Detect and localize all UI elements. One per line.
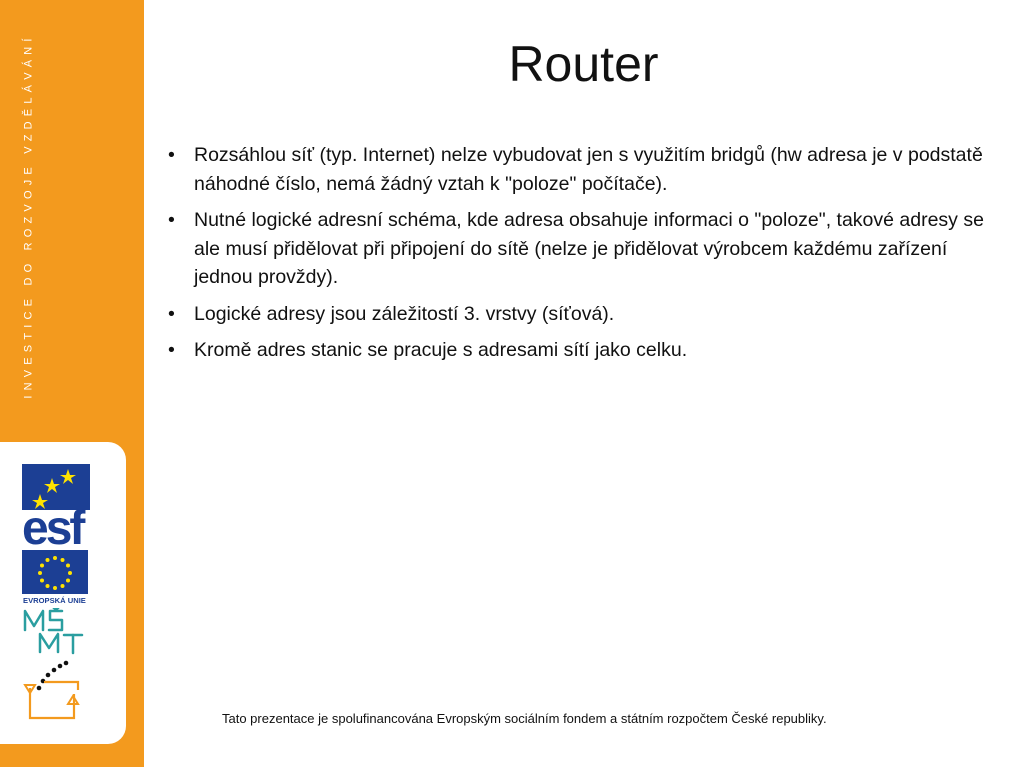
op-logo <box>22 658 92 722</box>
bullet-item: • Rozsáhlou síť (typ. Internet) nelze vybudovat jen s využitím bridgů (hw adresa je v podstatě náhodné číslo, nemá žádný vztah k "poloze" počítače). <box>165 141 1005 198</box>
bullet-marker: • <box>168 144 175 166</box>
esf-logo <box>22 464 112 546</box>
bullet-item: • Logické adresy jsou záležitostí 3. vrstvy (síťová). <box>165 300 1005 329</box>
esf-logo-text: esf <box>22 502 83 546</box>
footer-text: Tato prezentace je spolufinancována Evropským sociálním fondem a státním rozpočtem České republiky. <box>222 711 827 726</box>
dots-icon <box>37 661 69 691</box>
bullet-marker: • <box>168 302 175 325</box>
slide-title: Router <box>508 36 659 92</box>
bullet-item: • Kromě adres stanic se pracuje s adresami sítí jako celku. <box>165 336 1005 365</box>
bullet-list <box>165 141 1005 373</box>
eu-logo <box>22 550 90 606</box>
bullet-marker: • <box>168 209 175 231</box>
logo-panel <box>0 442 126 744</box>
msmt-logo <box>22 608 92 656</box>
sidebar-vertical-text: INVESTICE DO ROZVOJE VZDĚLÁVÁNÍ <box>23 33 36 399</box>
msmt-logo-text: MŠMT <box>22 608 25 609</box>
bullet-item: • Nutné logické adresní schéma, kde adresa obsahuje informaci o "poloze", takové adresy se ale musí přidělovat při připojení do sítě (nelze je přidělovat výrobcem každému zařízení jednou provždy). <box>165 206 1005 292</box>
eu-logo-text: EVROPSKÁ UNIE <box>23 596 86 605</box>
bullet-marker: • <box>168 339 175 361</box>
